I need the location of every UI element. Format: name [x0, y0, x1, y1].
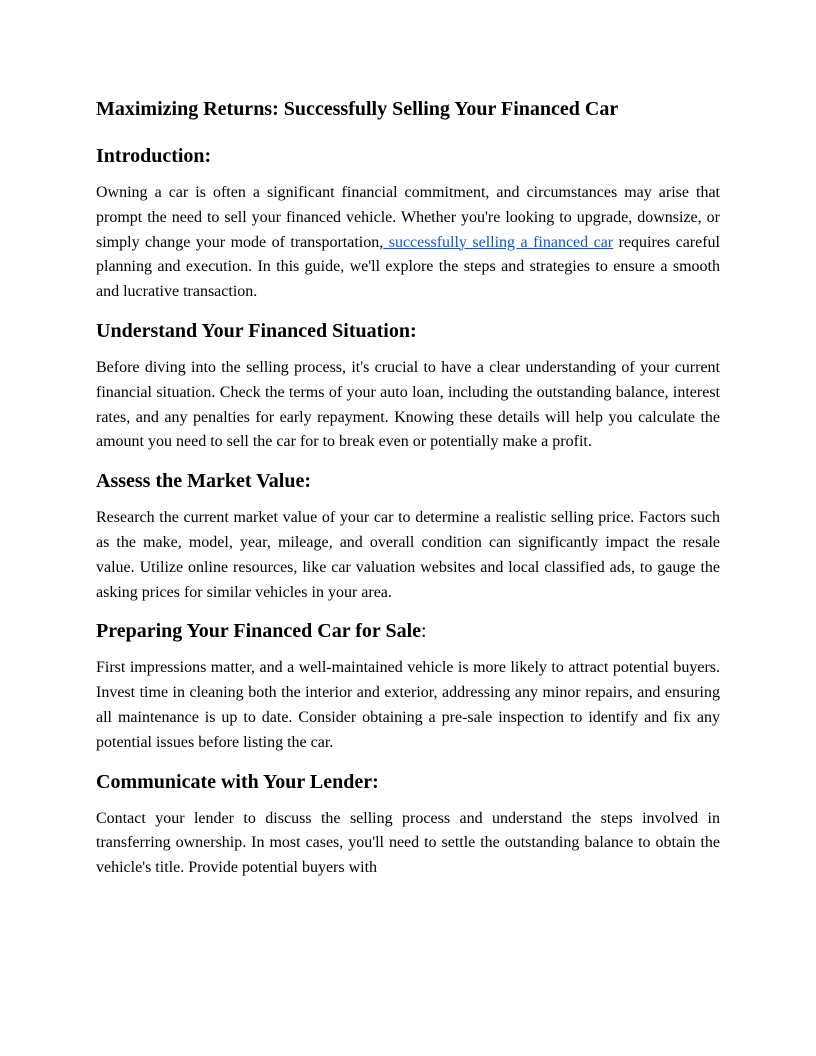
- paragraph-assess-market-value: Research the current market value of your car to determine a realistic selling price. Factors such as the make, model, year, mileage, and overall condition can significantly impact the resale value. Utilize online resources, like car valuation websites and local classified ads, to gauge the asking prices for similar vehicles in your area.: [96, 509, 720, 601]
- heading-understand-financed-situation: Understand Your Financed Situation:: [96, 319, 417, 342]
- heading-introduction: Introduction:: [96, 145, 212, 167]
- document-page: [96, 92, 720, 892]
- paragraph-understand-financed-situation: Before diving into the selling process, it's crucial to have a clear understanding of your current financial situation. Check the terms of your auto loan, including the outstanding balance, interest rates, and any penalties for early repayment. Knowing these details will help you calculate the amount you need to sell the car for to break even or potentially make a profit.: [96, 358, 720, 451]
- intro-text-after-link: requires careful planning and execution. In this guide, we'll explore the steps and strategies to ensure a smooth and lucrative transaction.: [96, 233, 721, 301]
- heading-communicate-with-lender: Communicate with Your Lender:: [96, 770, 379, 793]
- heading-preparing-car-for-sale: [96, 616, 720, 646]
- heading-preparing-car-for-sale-text: Preparing Your Financed Car for Sale: [96, 620, 421, 643]
- heading-preparing-car-for-sale-colon: :: [421, 620, 427, 643]
- intro-text-before-link: Owning a car is often a significant financial commitment, and circumstances may arise that prompt the need to sell your financed vehicle. Whether you're looking to upgrade, downsize, or simply change your mode of transportation,: [96, 184, 720, 251]
- paragraph-preparing-car-for-sale: First impressions matter, and a well-maintained vehicle is more likely to attract potential buyers. Invest time in cleaning both the interior and exterior, addressing any minor repairs, and ensuring all maintenance is up to date. Consider obtaining a pre-sale inspection to identify and fix any potential issues before listing the car.: [96, 659, 720, 751]
- paragraph-introduction: [96, 181, 720, 305]
- document-title: Maximizing Returns: Successfully Selling Your Financed Car: [96, 98, 619, 120]
- link-successfully-selling-financed-car[interactable]: successfully selling a financed car: [383, 233, 614, 251]
- paragraph-communicate-with-lender: Contact your lender to discuss the selling process and understand the steps involved in transferring ownership. In most cases, you'll need to settle the outstanding balance to obtain the vehicle's title. Provide potential buyers with: [96, 809, 720, 877]
- heading-assess-market-value: Assess the Market Value:: [96, 470, 311, 493]
